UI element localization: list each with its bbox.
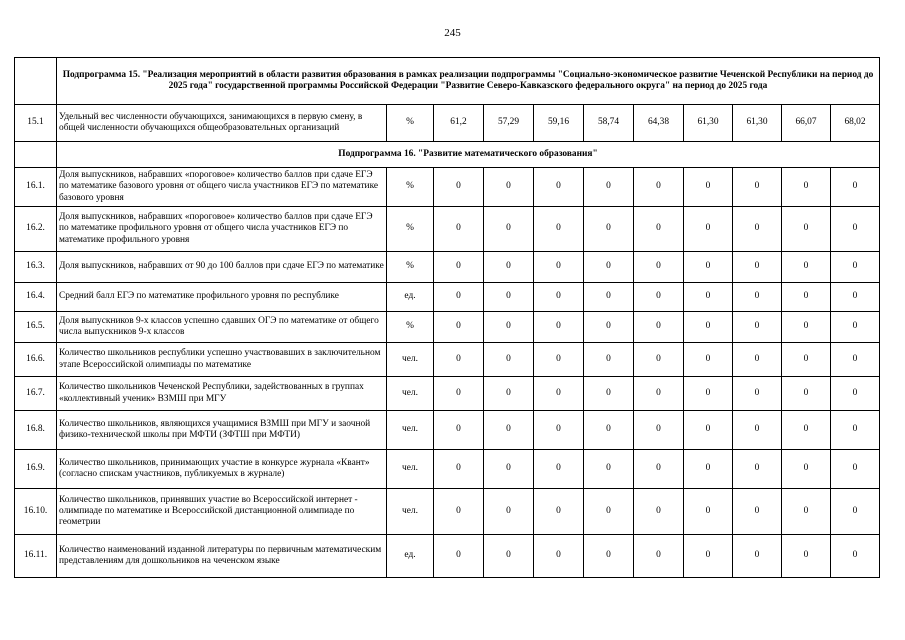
value-cell: 0: [634, 450, 684, 489]
row-number: 16.9.: [15, 450, 57, 489]
value-cell: 0: [684, 207, 733, 252]
page-number: 245: [444, 27, 461, 39]
value-cell: 0: [684, 535, 733, 578]
indicator-name: Количество школьников Чеченской Республики, задействованных в группах «коллективный ученик» ВЗМШ при МГУ: [57, 377, 387, 411]
table-row: [15, 535, 880, 578]
unit-cell: %: [387, 312, 434, 343]
value-cell: 0: [733, 283, 782, 312]
unit-cell: ед.: [387, 283, 434, 312]
value-cell: 0: [634, 252, 684, 283]
value-cell: 0: [684, 377, 733, 411]
value-cell: 0: [534, 283, 584, 312]
value-cell: 0: [684, 252, 733, 283]
row-number: 16.6.: [15, 343, 57, 377]
value-cell: 0: [733, 343, 782, 377]
value-cell: 0: [684, 283, 733, 312]
value-cell: 0: [634, 411, 684, 450]
row-number: 16.3.: [15, 252, 57, 283]
indicator-name: Доля выпускников, набравших «пороговое» количество баллов при сдаче ЕГЭ по математике профильного уровня от общего числа участников ЕГЭ по математике профильного уровня: [57, 207, 387, 252]
subprogram-15-header-row: [15, 58, 880, 105]
value-cell: 64,38: [634, 105, 684, 142]
value-cell: 0: [584, 207, 634, 252]
value-cell: 0: [782, 535, 831, 578]
value-cell: 0: [634, 489, 684, 535]
value-cell: 61,30: [733, 105, 782, 142]
table-row: [15, 252, 880, 283]
indicator-name: Средний балл ЕГЭ по математике профильного уровня по республике: [57, 283, 387, 312]
value-cell: 0: [484, 411, 534, 450]
value-cell: 61,30: [684, 105, 733, 142]
value-cell: 0: [733, 377, 782, 411]
value-cell: 0: [684, 312, 733, 343]
value-cell: 0: [782, 343, 831, 377]
value-cell: 0: [782, 168, 831, 207]
value-cell: 0: [584, 283, 634, 312]
subprogram-16-header-row: [15, 142, 880, 168]
value-cell: 0: [684, 343, 733, 377]
value-cell: 0: [534, 377, 584, 411]
value-cell: 0: [434, 535, 484, 578]
unit-cell: чел.: [387, 411, 434, 450]
value-cell: 0: [782, 312, 831, 343]
value-cell: 0: [534, 489, 584, 535]
value-cell: 0: [634, 283, 684, 312]
value-cell: 0: [684, 168, 733, 207]
value-cell: 0: [484, 283, 534, 312]
unit-cell: чел.: [387, 450, 434, 489]
value-cell: 0: [584, 252, 634, 283]
table-row: [15, 283, 880, 312]
row-number: 15.1: [15, 105, 57, 142]
value-cell: 0: [484, 489, 534, 535]
indicator-name: Количество школьников, являющихся учащимися ВЗМШ при МГУ и заочной физико-технической школы при МФТИ (ЗФТШ при МФТИ): [57, 411, 387, 450]
value-cell: 0: [434, 168, 484, 207]
indicator-name: Количество школьников республики успешно участвовавших в заключительном этапе Всероссийской олимпиады по математике: [57, 343, 387, 377]
value-cell: 0: [434, 489, 484, 535]
value-cell: 0: [434, 377, 484, 411]
table-row: [15, 312, 880, 343]
value-cell: 0: [634, 312, 684, 343]
value-cell: 0: [584, 343, 634, 377]
value-cell: 0: [584, 535, 634, 578]
unit-cell: чел.: [387, 377, 434, 411]
value-cell: 0: [782, 283, 831, 312]
row-number: 16.10.: [15, 489, 57, 535]
row-number: 16.2.: [15, 207, 57, 252]
value-cell: 0: [584, 312, 634, 343]
value-cell: 0: [733, 411, 782, 450]
value-cell: 0: [684, 489, 733, 535]
table-row: [15, 450, 880, 489]
row-number: 16.8.: [15, 411, 57, 450]
value-cell: 0: [484, 252, 534, 283]
indicator-name: Количество школьников, принявших участие во Всероссийской интернет - олимпиаде по математике и Всероссийской дистанционной олимпиаде по геометрии: [57, 489, 387, 535]
table-row: [15, 168, 880, 207]
value-cell: 0: [584, 489, 634, 535]
value-cell: 66,07: [782, 105, 831, 142]
row-number: 16.11.: [15, 535, 57, 578]
value-cell: 0: [831, 252, 880, 283]
value-cell: 0: [634, 207, 684, 252]
row-number: 16.7.: [15, 377, 57, 411]
value-cell: 0: [634, 377, 684, 411]
table-body: [15, 58, 880, 578]
value-cell: 0: [831, 343, 880, 377]
table-row: [15, 411, 880, 450]
value-cell: 0: [534, 411, 584, 450]
indicator-name: Количество школьников, принимающих участие в конкурсе журнала «Квант» (согласно спискам участников, публикуемых в журнале): [57, 450, 387, 489]
value-cell: 0: [434, 343, 484, 377]
value-cell: 0: [831, 207, 880, 252]
value-cell: 0: [434, 411, 484, 450]
value-cell: 0: [434, 283, 484, 312]
indicators-table: [14, 57, 880, 578]
value-cell: 0: [484, 168, 534, 207]
value-cell: 58,74: [584, 105, 634, 142]
value-cell: 0: [831, 168, 880, 207]
value-cell: 0: [782, 207, 831, 252]
value-cell: 0: [484, 207, 534, 252]
unit-cell: %: [387, 105, 434, 142]
unit-cell: %: [387, 207, 434, 252]
value-cell: 0: [782, 377, 831, 411]
row-number: 16.4.: [15, 283, 57, 312]
value-cell: 0: [733, 312, 782, 343]
value-cell: 0: [484, 343, 534, 377]
value-cell: 0: [733, 168, 782, 207]
value-cell: 0: [584, 168, 634, 207]
value-cell: 0: [634, 535, 684, 578]
table-row: [15, 377, 880, 411]
value-cell: 0: [634, 343, 684, 377]
value-cell: 0: [831, 377, 880, 411]
value-cell: 0: [584, 450, 634, 489]
value-cell: 68,02: [831, 105, 880, 142]
value-cell: 0: [534, 252, 584, 283]
value-cell: 0: [733, 252, 782, 283]
indicator-name: Доля выпускников, набравших от 90 до 100 баллов при сдаче ЕГЭ по математике: [57, 252, 387, 283]
value-cell: 0: [831, 489, 880, 535]
value-cell: 0: [534, 207, 584, 252]
value-cell: 0: [534, 535, 584, 578]
value-cell: 0: [584, 411, 634, 450]
indicator-name: Доля выпускников, набравших «пороговое» количество баллов при сдаче ЕГЭ по математике базового уровня от общего числа участников ЕГЭ по математике базового уровня: [57, 168, 387, 207]
value-cell: 0: [831, 312, 880, 343]
value-cell: 0: [684, 411, 733, 450]
value-cell: 61,2: [434, 105, 484, 142]
value-cell: 0: [484, 312, 534, 343]
value-cell: 0: [484, 450, 534, 489]
value-cell: 0: [534, 450, 584, 489]
subprogram-16-title: Подпрограмма 16. "Развитие математического образования": [57, 142, 880, 168]
value-cell: 0: [534, 343, 584, 377]
value-cell: 0: [434, 312, 484, 343]
value-cell: 0: [733, 207, 782, 252]
table-cell: [15, 58, 57, 105]
table-cell: [15, 142, 57, 168]
indicator-name: Количество наименований изданной литературы по первичным математическим представлениям для дошкольников на чеченском языке: [57, 535, 387, 578]
value-cell: 0: [831, 450, 880, 489]
unit-cell: ед.: [387, 535, 434, 578]
value-cell: 0: [733, 535, 782, 578]
value-cell: 0: [684, 450, 733, 489]
value-cell: 0: [782, 489, 831, 535]
unit-cell: %: [387, 252, 434, 283]
value-cell: 0: [831, 535, 880, 578]
table-row: [15, 489, 880, 535]
value-cell: 0: [831, 411, 880, 450]
value-cell: 0: [484, 535, 534, 578]
value-cell: 0: [733, 450, 782, 489]
value-cell: 0: [733, 489, 782, 535]
row-number: 16.1.: [15, 168, 57, 207]
unit-cell: %: [387, 168, 434, 207]
table-row: [15, 343, 880, 377]
indicator-name: Доля выпускников 9-х классов успешно сдавших ОГЭ по математике от общего числа выпускников 9-х классов: [57, 312, 387, 343]
unit-cell: чел.: [387, 343, 434, 377]
value-cell: 0: [782, 450, 831, 489]
indicator-name: Удельный вес численности обучающихся, занимающихся в первую смену, в общей численности обучающихся общеобразовательных организаций: [57, 105, 387, 142]
value-cell: 0: [782, 252, 831, 283]
value-cell: 0: [534, 168, 584, 207]
value-cell: 0: [434, 450, 484, 489]
subprogram-15-title: Подпрограмма 15. "Реализация мероприятий в области развития образования в рамках реализации подпрограммы "Социально-экономическое развитие Чеченской Республики на период до 2025 года" государственной программы Российской Федерации "Развитие Северо-Кавказского федерального округа" на период до 2025 года: [57, 58, 880, 105]
value-cell: 0: [584, 377, 634, 411]
row-number: 16.5.: [15, 312, 57, 343]
value-cell: 0: [634, 168, 684, 207]
value-cell: 0: [434, 207, 484, 252]
value-cell: 0: [534, 312, 584, 343]
value-cell: 0: [782, 411, 831, 450]
value-cell: 0: [831, 283, 880, 312]
unit-cell: чел.: [387, 489, 434, 535]
value-cell: 59,16: [534, 105, 584, 142]
value-cell: 0: [484, 377, 534, 411]
value-cell: 0: [434, 252, 484, 283]
table-row: [15, 105, 880, 142]
value-cell: 57,29: [484, 105, 534, 142]
table-row: [15, 207, 880, 252]
